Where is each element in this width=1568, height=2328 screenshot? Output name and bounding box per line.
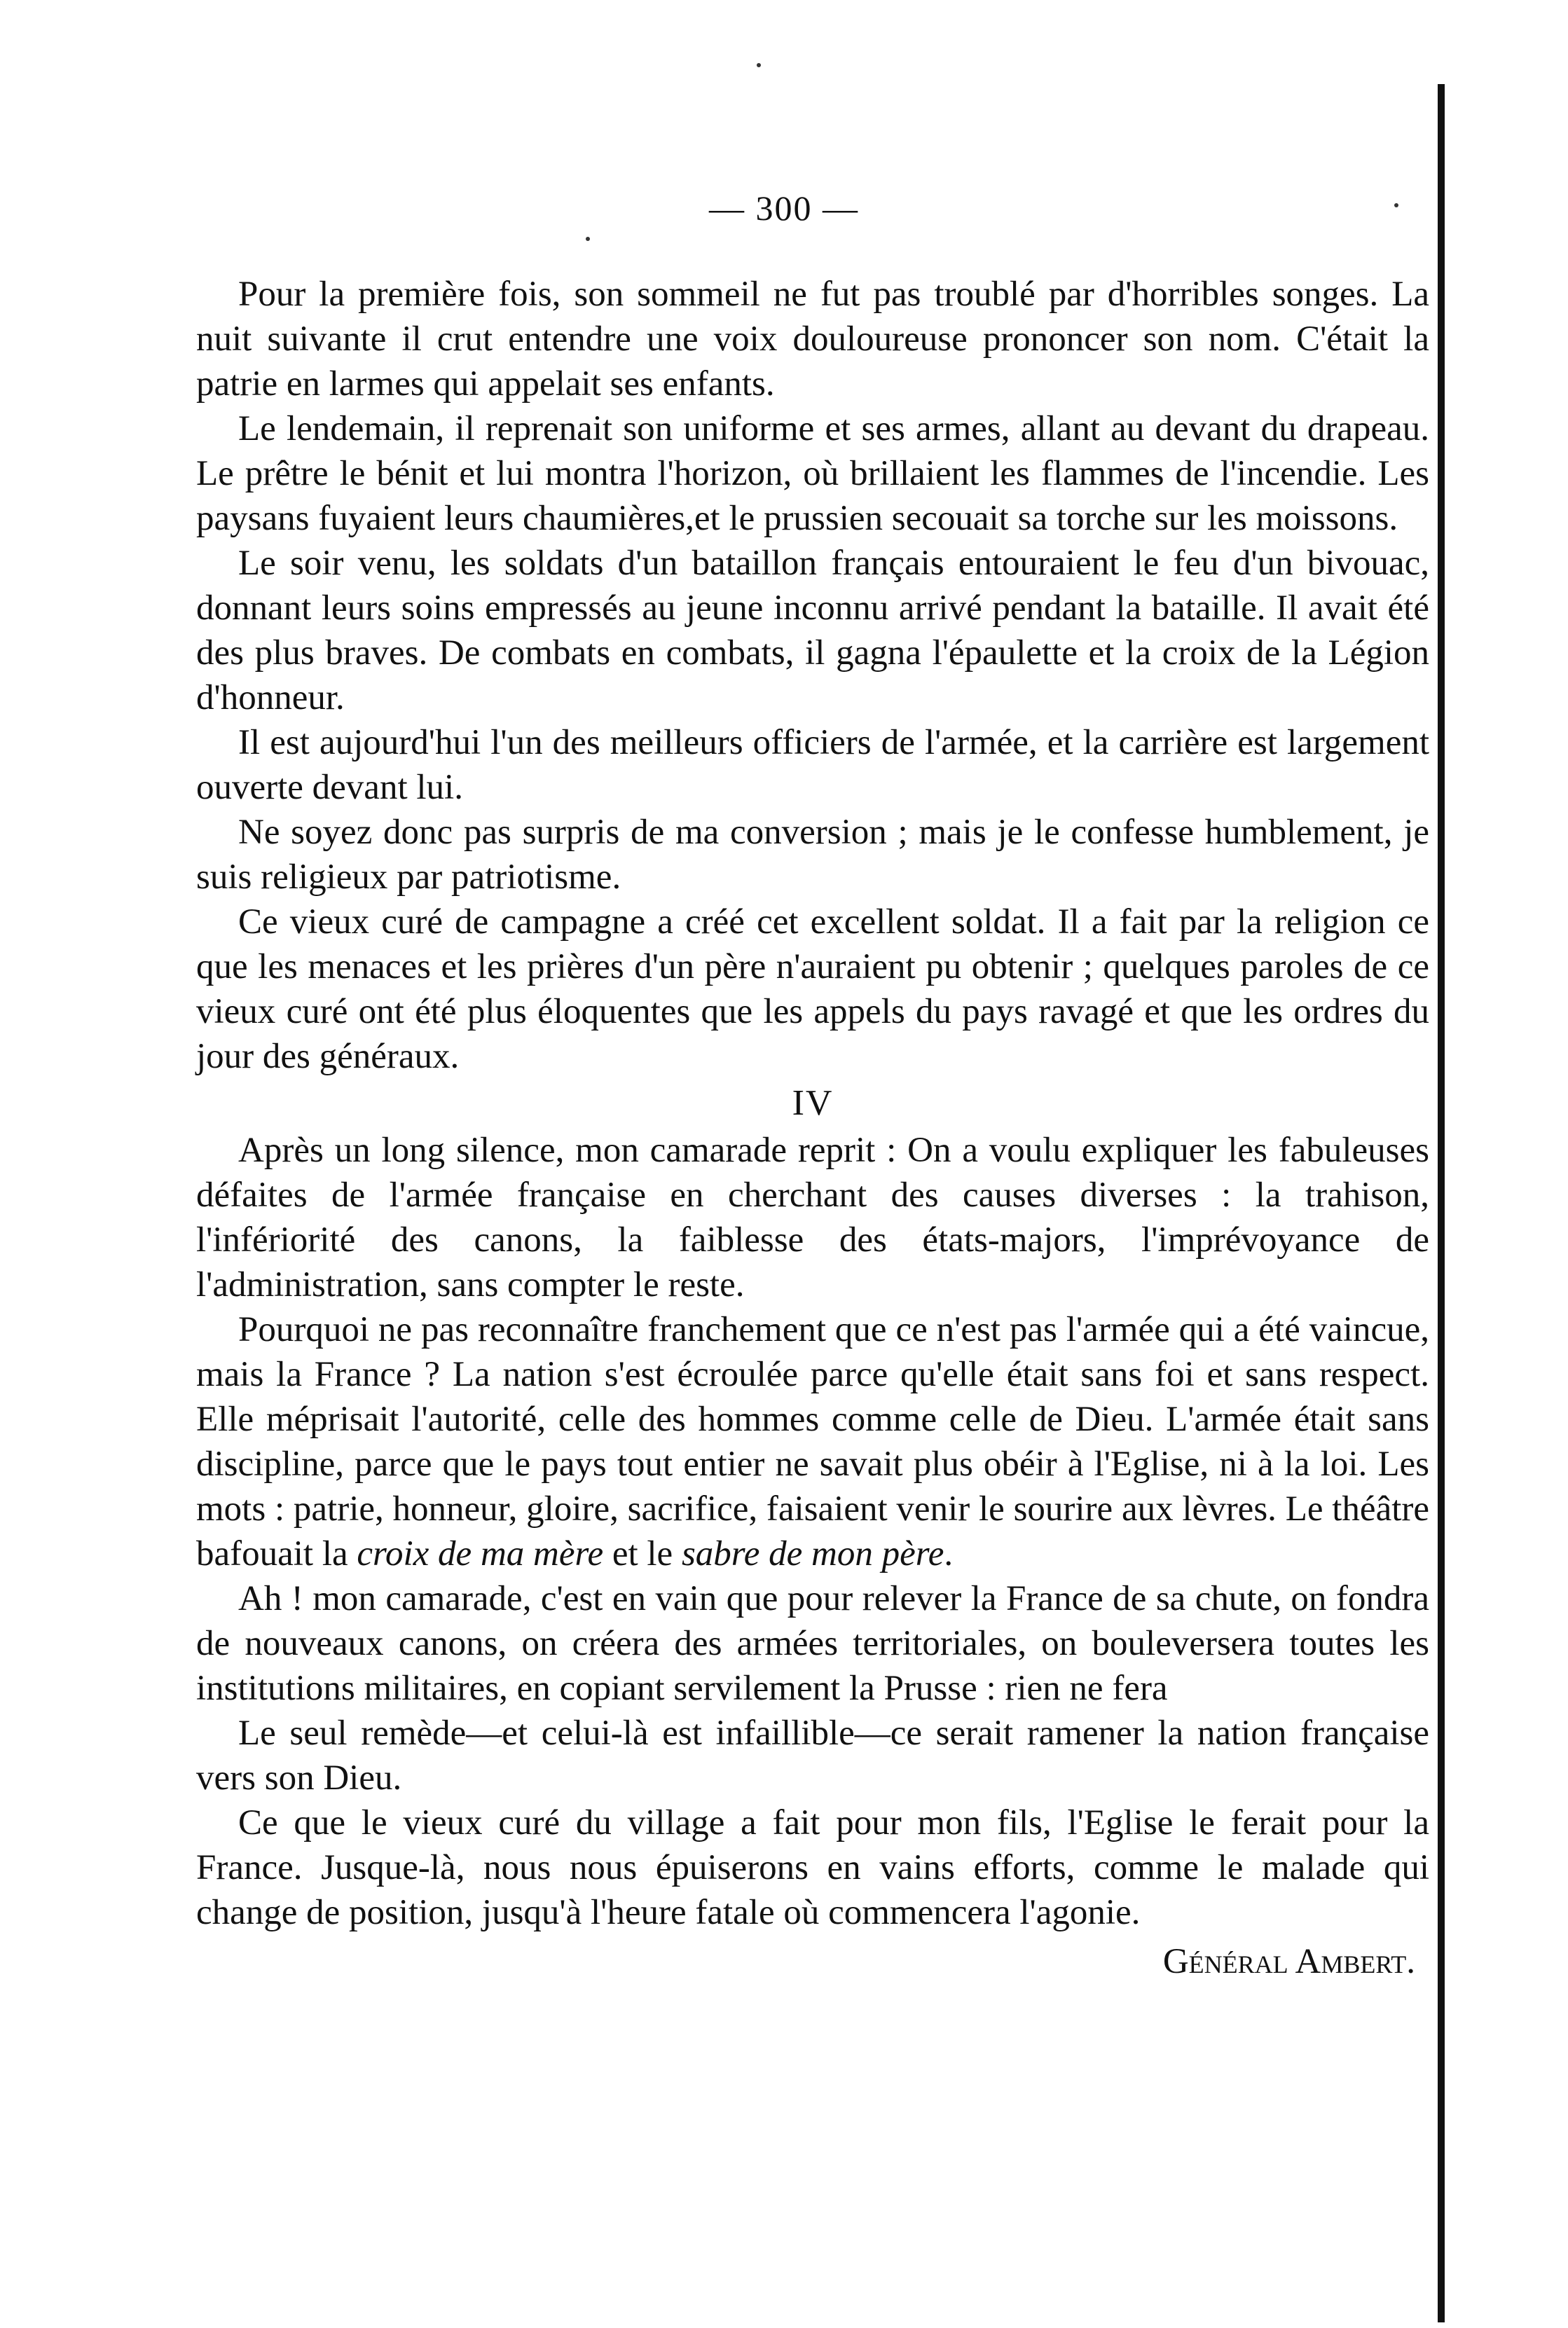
connector-text: et le — [603, 1534, 682, 1573]
paragraph: Le lendemain, il reprenait son uniforme et ses armes, allant au devant du drapeau. Le prêtre le bénit et lui montra l'horizon, où brillaient les flammes de l'incendie. Les paysans fuyaient leurs chaumières,et le prussien secouait sa torche sur les moissons. — [196, 409, 1429, 538]
paragraph: Après un long silence, mon camarade reprit : On a voulu expliquer les fabuleuses défaites de l'armée française en cherchant des causes diverses : la trahison, l'infériorité des canons, la faiblesse des états-majors, l'imprévoyance de l'administration, sans compter le reste. — [196, 1131, 1429, 1304]
page-edge-rule — [1438, 84, 1445, 2322]
paragraph: Ah ! mon camarade, c'est en vain que pour relever la France de sa chute, on fondra de nouveaux canons, on créera des armées territoriales, on bouleversera toutes les institutions militaires, en copiant servilement la Prusse : rien ne fera — [196, 1579, 1429, 1708]
italic-phrase: sabre de mon père — [681, 1534, 944, 1573]
paragraph: Il est aujourd'hui l'un des meilleurs officiers de l'armée, et la carrière est largement ouverte devant lui. — [196, 723, 1429, 807]
paragraph: Ne soyez donc pas surpris de ma conversion ; mais je le confesse humblement, je suis religieux par patriotisme. — [196, 813, 1429, 897]
paragraph-with-italics — [196, 1307, 1429, 1576]
paragraph: Ce vieux curé de campagne a créé cet excellent soldat. Il a fait par la religion ce que les menaces et les prières d'un père n'auraient pu obtenir ; quelques paroles de ce vieux curé ont été plus éloquentes que les appels du pays ravagé et que les ordres du jour des généraux. — [196, 902, 1429, 1076]
ink-speck — [586, 237, 590, 241]
paragraph-text: Pourquoi ne pas reconnaître franchement que ce n'est pas l'armée qui a été vaincue, mais la France ? La nation s'est écroulée parce qu'elle était sans foi et sans respect. Elle méprisait l'autorité, celle des hommes comme celle de Dieu. L'armée était sans discipline, parce que le pays tout entier ne savait plus obéir à l'Eglise, ni à la loi. Les mots : patrie, honneur, gloire, sacrifice, faisaient venir le sourire aux lèvres. Le théâtre bafouait la — [196, 1310, 1429, 1573]
paragraph: Pour la première fois, son sommeil ne fut pas troublé par d'horribles songes. La nuit suivante il crut entendre une voix douloureuse prononcer son nom. C'était la patrie en larmes qui appelait ses enfants. — [196, 275, 1429, 404]
italic-phrase: croix de ma mère — [357, 1534, 604, 1573]
end-punctuation: . — [944, 1534, 954, 1573]
paragraph: Ce que le vieux curé du village a fait pour mon fils, l'Eglise le ferait pour la France. Jusque-là, nous nous épuiserons en vains efforts, comme le malade qui change de position, jusqu'à l'heure fatale où commencera l'agonie. — [196, 1803, 1429, 1932]
body-text — [196, 272, 1429, 1984]
paragraph: Le soir venu, les soldats d'un bataillon français entouraient le feu d'un bivouac, donnant leurs soins empressés au jeune inconnu arrivé pendant la bataille. Il avait été des plus braves. De combats en combats, il gagna l'épaulette et la croix de la Légion d'honneur. — [196, 544, 1429, 717]
ink-speck — [757, 63, 761, 67]
section-heading: IV — [792, 1083, 834, 1123]
page-number: — 300 — — [709, 188, 859, 228]
signature: Général Ambert. — [1162, 1942, 1415, 1981]
paragraph: Le seul remède—et celui-là est infaillible—ce serait ramener la nation française vers son Dieu. — [196, 1714, 1429, 1798]
